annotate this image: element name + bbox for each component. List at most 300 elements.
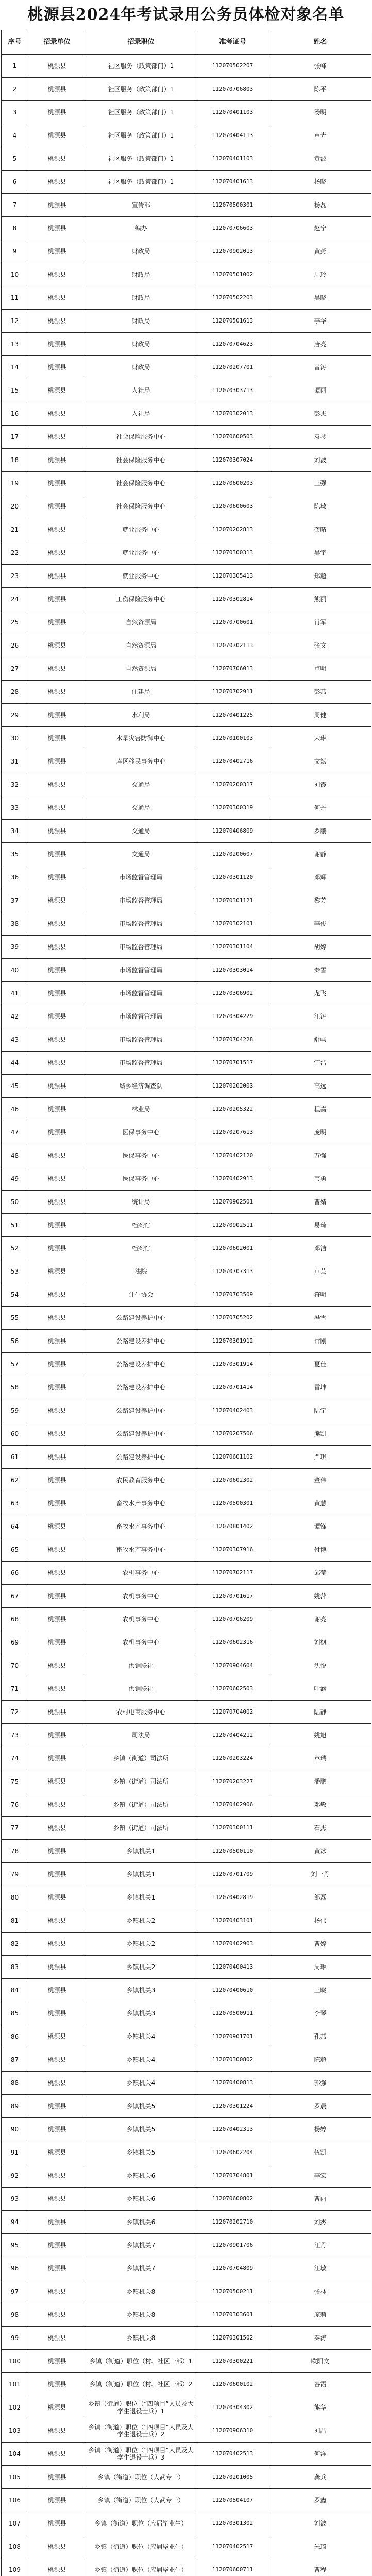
cell-exam-number: 112070402913 [196,1167,269,1191]
cell-name: 欧阳文 [269,2350,371,2373]
table-row [2,495,371,518]
cell-exam-number: 112070401613 [196,171,269,194]
cell-position: 自然资源局 [86,611,196,634]
cell-name: 李俊 [269,912,371,936]
cell-name: 熊凯 [269,1422,371,1446]
table-row [2,356,371,379]
cell-exam-number: 112070302814 [196,588,269,611]
cell-unit: 桃源县 [28,2095,86,2118]
cell-exam-number: 112070701617 [196,1585,269,1608]
cell-unit: 桃源县 [28,171,86,194]
cell-name: 邱莹 [269,1562,371,1585]
table-row [2,2489,371,2512]
header-name: 姓名 [269,30,371,55]
cell-exam-number: 112070700601 [196,611,269,634]
cell-exam-number: 112070306902 [196,982,269,1005]
cell-exam-number: 112070601102 [196,1446,269,1469]
cell-exam-number: 112070303601 [196,2303,269,2327]
cell-unit: 桃源县 [28,657,86,681]
cell-unit: 桃源县 [28,2443,86,2466]
table-row [2,1399,371,1422]
table-row [2,379,371,402]
cell-name: 程嘉 [269,1098,371,1121]
table-row [2,773,371,796]
cell-name: 刘杰 [269,2211,371,2234]
cell-unit: 桃源县 [28,2419,86,2443]
table-row [2,518,371,541]
cell-index: 35 [2,843,28,866]
cell-position: 社区服务（政策部门）1 [86,124,196,147]
cell-position: 交通局 [86,796,196,820]
cell-unit: 桃源县 [28,2048,86,2072]
table-row [2,936,371,959]
table-row [2,1098,371,1121]
table-row [2,727,371,750]
cell-unit: 桃源县 [28,1886,86,1909]
cell-index: 31 [2,750,28,773]
cell-name: 谢亮 [269,1608,371,1631]
cell-name: 龚晴 [269,518,371,541]
cell-index: 2 [2,78,28,101]
cell-unit: 桃源县 [28,1701,86,1724]
cell-position: 乡镇机关6 [86,2211,196,2234]
cell-position: 编办 [86,217,196,240]
cell-exam-number: 112070706803 [196,78,269,101]
cell-index: 82 [2,1933,28,1956]
cell-position: 公路建设养护中心 [86,1307,196,1330]
table-row [2,194,371,217]
cell-position: 乡镇机关8 [86,2280,196,2303]
cell-position: 农民教育服务中心 [86,1469,196,1492]
cell-position: 农机事务中心 [86,1585,196,1608]
table-row [2,1028,371,1052]
cell-index: 17 [2,426,28,449]
cell-name: 秦雪 [269,959,371,982]
table-row [2,1376,371,1399]
cell-unit: 桃源县 [28,1191,86,1214]
cell-name: 张峰 [269,55,371,78]
table-row [2,1747,371,1770]
cell-position: 财政局 [86,240,196,263]
cell-unit: 桃源县 [28,1562,86,1585]
cell-name: 芦光 [269,124,371,147]
cell-name: 庞明 [269,1121,371,1144]
cell-name: 姚旭 [269,1724,371,1747]
cell-exam-number: 112070200317 [196,773,269,796]
cell-name: 曹婧 [269,1191,371,1214]
cell-index: 104 [2,2443,28,2466]
cell-index: 74 [2,1747,28,1770]
cell-name: 吴晓 [269,286,371,310]
cell-unit: 桃源县 [28,1330,86,1353]
cell-unit: 桃源县 [28,2373,86,2396]
cell-position: 交通局 [86,843,196,866]
table-row [2,1817,371,1840]
cell-exam-number: 112070402903 [196,1933,269,1956]
cell-exam-number: 112070301914 [196,1353,269,1376]
table-row [2,1052,371,1075]
cell-name: 肖军 [269,611,371,634]
cell-position: 农村电商服务中心 [86,1701,196,1724]
cell-exam-number: 112070701517 [196,1052,269,1075]
cell-index: 21 [2,518,28,541]
cell-index: 18 [2,449,28,472]
cell-index: 3 [2,101,28,124]
cell-index: 22 [2,541,28,565]
table-row [2,2558,371,2576]
table-header-row [2,30,371,55]
cell-name: 宋琳 [269,727,371,750]
cell-unit: 桃源县 [28,2164,86,2188]
table-row [2,310,371,333]
table-row [2,1214,371,1237]
cell-exam-number: 112070100103 [196,727,269,750]
cell-unit: 桃源县 [28,1283,86,1307]
cell-unit: 桃源县 [28,565,86,588]
cell-index: 51 [2,1214,28,1237]
cell-position: 市场监督管理局 [86,1028,196,1052]
cell-position: 自然资源局 [86,634,196,657]
cell-position: 人社局 [86,379,196,402]
cell-name: 姚萍 [269,1585,371,1608]
table-row [2,2095,371,2118]
table-row [2,2141,371,2164]
cell-name: 刘一丹 [269,1863,371,1886]
cell-exam-number: 112070300319 [196,796,269,820]
cell-position: 乡镇（街道）职位（人武专干） [86,2466,196,2489]
cell-position: 市场监督管理局 [86,936,196,959]
cell-unit: 桃源县 [28,1933,86,1956]
cell-position: 医保事务中心 [86,1167,196,1191]
cell-exam-number: 112070301120 [196,866,269,889]
cell-position: 公路建设养护中心 [86,1422,196,1446]
cell-exam-number: 112070702117 [196,1562,269,1585]
cell-index: 62 [2,1469,28,1492]
cell-position: 法院 [86,1260,196,1283]
table-row [2,866,371,889]
cell-exam-number: 112070402120 [196,1144,269,1167]
cell-name: 曹丽 [269,2188,371,2211]
cell-position: 就业服务中心 [86,565,196,588]
cell-position: 财政局 [86,356,196,379]
cell-position: 计生协会 [86,1283,196,1307]
cell-index: 13 [2,333,28,356]
cell-name: 夏佳 [269,1353,371,1376]
cell-index: 109 [2,2558,28,2576]
cell-unit: 桃源县 [28,1121,86,1144]
cell-unit: 桃源县 [28,1167,86,1191]
cell-name: 杨晓 [269,171,371,194]
table-row [2,1005,371,1028]
cell-index: 64 [2,1515,28,1538]
cell-exam-number: 112070304302 [196,2396,269,2419]
cell-unit: 桃源县 [28,518,86,541]
cell-position: 乡镇机关5 [86,2141,196,2164]
cell-index: 23 [2,565,28,588]
cell-index: 91 [2,2141,28,2164]
cell-exam-number: 112070301224 [196,2095,269,2118]
cell-name: 周琳 [269,1956,371,1979]
table-row [2,1631,371,1654]
table-row [2,1840,371,1863]
cell-name: 刘波 [269,2512,371,2535]
cell-index: 54 [2,1283,28,1307]
cell-position: 乡镇机关4 [86,2048,196,2072]
cell-exam-number: 112070704228 [196,1028,269,1052]
cell-index: 93 [2,2188,28,2211]
cell-unit: 桃源县 [28,1817,86,1840]
table-row [2,147,371,171]
cell-position: 财政局 [86,263,196,286]
cell-position: 市场监督管理局 [86,959,196,982]
cell-position: 林业局 [86,1098,196,1121]
cell-index: 11 [2,286,28,310]
cell-exam-number: 112070401103 [196,101,269,124]
cell-name: 熊华 [269,2396,371,2419]
cell-unit: 桃源县 [28,55,86,78]
cell-name: 黄燕 [269,240,371,263]
cell-index: 46 [2,1098,28,1121]
cell-unit: 桃源县 [28,843,86,866]
cell-exam-number: 112070300221 [196,2350,269,2373]
cell-exam-number: 112070600711 [196,2558,269,2576]
table-row [2,1654,371,1677]
cell-unit: 桃源县 [28,2257,86,2280]
cell-position: 水旱灾害防御中心 [86,727,196,750]
cell-index: 99 [2,2327,28,2350]
cell-index: 107 [2,2512,28,2535]
cell-exam-number: 112070301121 [196,889,269,912]
cell-name: 熊丽 [269,588,371,611]
table-row [2,1191,371,1214]
table-row [2,78,371,101]
cell-name: 舒畅 [269,1028,371,1052]
cell-exam-number: 112070304229 [196,1005,269,1028]
cell-index: 1 [2,55,28,78]
cell-exam-number: 112070500110 [196,1840,269,1863]
cell-name: 陆静 [269,1701,371,1724]
table-row [2,2025,371,2048]
cell-unit: 桃源县 [28,959,86,982]
cell-index: 4 [2,124,28,147]
cell-index: 69 [2,1631,28,1654]
cell-exam-number: 112070902511 [196,1214,269,1237]
cell-name: 龙飞 [269,982,371,1005]
cell-name: 袁琴 [269,426,371,449]
cell-index: 29 [2,704,28,727]
table-row [2,2512,371,2535]
cell-index: 14 [2,356,28,379]
cell-index: 63 [2,1492,28,1515]
cell-unit: 桃源县 [28,379,86,402]
cell-name: 彭燕 [269,681,371,704]
cell-name: 陆宁 [269,1399,371,1422]
cell-index: 77 [2,1817,28,1840]
cell-index: 100 [2,2350,28,2373]
cell-unit: 桃源县 [28,1515,86,1538]
table-row [2,2327,371,2350]
cell-name: 王晓 [269,1979,371,2002]
cell-position: 供销联社 [86,1677,196,1701]
cell-index: 58 [2,1376,28,1399]
cell-position: 乡镇（街道）职位（应届毕业生） [86,2512,196,2535]
cell-unit: 桃源县 [28,2118,86,2141]
cell-index: 10 [2,263,28,286]
cell-position: 宣传部 [86,194,196,217]
cell-unit: 桃源县 [28,2072,86,2095]
cell-position: 畜牧水产事务中心 [86,1515,196,1538]
table-row [2,1515,371,1538]
cell-position: 社会保险服务中心 [86,495,196,518]
cell-exam-number: 112070203224 [196,1747,269,1770]
table-row [2,449,371,472]
cell-exam-number: 112070402313 [196,2118,269,2141]
cell-unit: 桃源县 [28,1144,86,1167]
table-row [2,1492,371,1515]
table-row [2,2257,371,2280]
cell-unit: 桃源县 [28,2002,86,2025]
table-row [2,634,371,657]
cell-exam-number: 112070400813 [196,2072,269,2095]
header-exam-number: 准考证号 [196,30,269,55]
table-row [2,1677,371,1701]
cell-exam-number: 112070401103 [196,147,269,171]
cell-position: 乡镇（街道）职位（“四项目”人员及大学生退役士兵）2 [86,2419,196,2443]
cell-unit: 桃源县 [28,449,86,472]
cell-position: 市场监督管理局 [86,889,196,912]
cell-index: 45 [2,1075,28,1098]
cell-name: 汤明 [269,101,371,124]
cell-index: 6 [2,171,28,194]
table-row [2,1701,371,1724]
cell-exam-number: 112070904604 [196,1654,269,1677]
cell-name: 胡婷 [269,936,371,959]
cell-index: 16 [2,402,28,426]
cell-position: 公路建设养护中心 [86,1330,196,1353]
cell-index: 39 [2,936,28,959]
cell-name: 雷坤 [269,1376,371,1399]
cell-position: 公路建设养护中心 [86,1446,196,1469]
cell-index: 98 [2,2303,28,2327]
cell-index: 65 [2,1538,28,1562]
cell-unit: 桃源县 [28,796,86,820]
cell-name: 常刚 [269,1330,371,1353]
cell-index: 57 [2,1353,28,1376]
cell-index: 83 [2,1956,28,1979]
cell-unit: 桃源县 [28,78,86,101]
cell-position: 社区服务（政策部门）1 [86,171,196,194]
cell-name: 江涛 [269,1005,371,1028]
cell-index: 94 [2,2211,28,2234]
cell-index: 30 [2,727,28,750]
cell-name: 郑超 [269,565,371,588]
table-row [2,889,371,912]
cell-unit: 桃源县 [28,2535,86,2558]
cell-index: 70 [2,1654,28,1677]
cell-name: 黄慧 [269,1492,371,1515]
cell-position: 农机事务中心 [86,1608,196,1631]
cell-position: 农机事务中心 [86,1631,196,1654]
cell-index: 95 [2,2234,28,2257]
cell-index: 61 [2,1446,28,1469]
cell-index: 60 [2,1422,28,1446]
cell-position: 市场监督管理局 [86,866,196,889]
cell-index: 78 [2,1840,28,1863]
cell-position: 乡镇机关1 [86,1886,196,1909]
table-row [2,1353,371,1376]
cell-position: 乡镇机关5 [86,2118,196,2141]
cell-index: 36 [2,866,28,889]
cell-index: 86 [2,2025,28,2048]
cell-position: 畜牧水产事务中心 [86,1538,196,1562]
cell-index: 79 [2,1863,28,1886]
table-row [2,2396,371,2419]
table-row [2,1863,371,1886]
cell-name: 卢明 [269,657,371,681]
cell-unit: 桃源县 [28,2211,86,2234]
cell-name: 杨婷 [269,2118,371,2141]
cell-position: 乡镇机关3 [86,1979,196,2002]
cell-name: 杨磊 [269,194,371,217]
table-row [2,820,371,843]
cell-exam-number: 112070901706 [196,2234,269,2257]
cell-position: 乡镇机关2 [86,1909,196,1933]
cell-name: 张林 [269,2280,371,2303]
cell-position: 乡镇（街道）司法所 [86,1817,196,1840]
cell-unit: 桃源县 [28,727,86,750]
cell-index: 81 [2,1909,28,1933]
cell-unit: 桃源县 [28,1840,86,1863]
cell-position: 市场监督管理局 [86,1052,196,1075]
cell-exam-number: 112070701709 [196,1863,269,1886]
cell-exam-number: 112070704809 [196,2257,269,2280]
cell-position: 市场监督管理局 [86,1005,196,1028]
cell-index: 59 [2,1399,28,1422]
cell-position: 社会保险服务中心 [86,449,196,472]
cell-exam-number: 112070801402 [196,1515,269,1538]
cell-unit: 桃源县 [28,194,86,217]
cell-position: 供销联社 [86,1654,196,1677]
cell-name: 李琴 [269,2002,371,2025]
table-row [2,1422,371,1446]
cell-exam-number: 112070406809 [196,820,269,843]
cell-unit: 桃源县 [28,750,86,773]
cell-name: 曹婷 [269,1933,371,1956]
cell-exam-number: 112070303014 [196,959,269,982]
cell-index: 42 [2,1005,28,1028]
cell-unit: 桃源县 [28,1399,86,1422]
cell-index: 27 [2,657,28,681]
cell-unit: 桃源县 [28,333,86,356]
cell-name: 周健 [269,704,371,727]
cell-index: 19 [2,472,28,495]
cell-exam-number: 112070301912 [196,1330,269,1353]
cell-unit: 桃源县 [28,217,86,240]
candidate-table [1,30,371,2576]
table-row [2,982,371,1005]
cell-exam-number: 112070205322 [196,1098,269,1121]
cell-position: 医保事务中心 [86,1144,196,1167]
cell-exam-number: 112070706209 [196,1608,269,1631]
cell-index: 32 [2,773,28,796]
cell-name: 易琦 [269,1214,371,1237]
cell-name: 陈敏 [269,495,371,518]
cell-index: 53 [2,1260,28,1283]
cell-exam-number: 112070203227 [196,1770,269,1793]
cell-index: 50 [2,1191,28,1214]
cell-index: 106 [2,2489,28,2512]
cell-position: 财政局 [86,286,196,310]
